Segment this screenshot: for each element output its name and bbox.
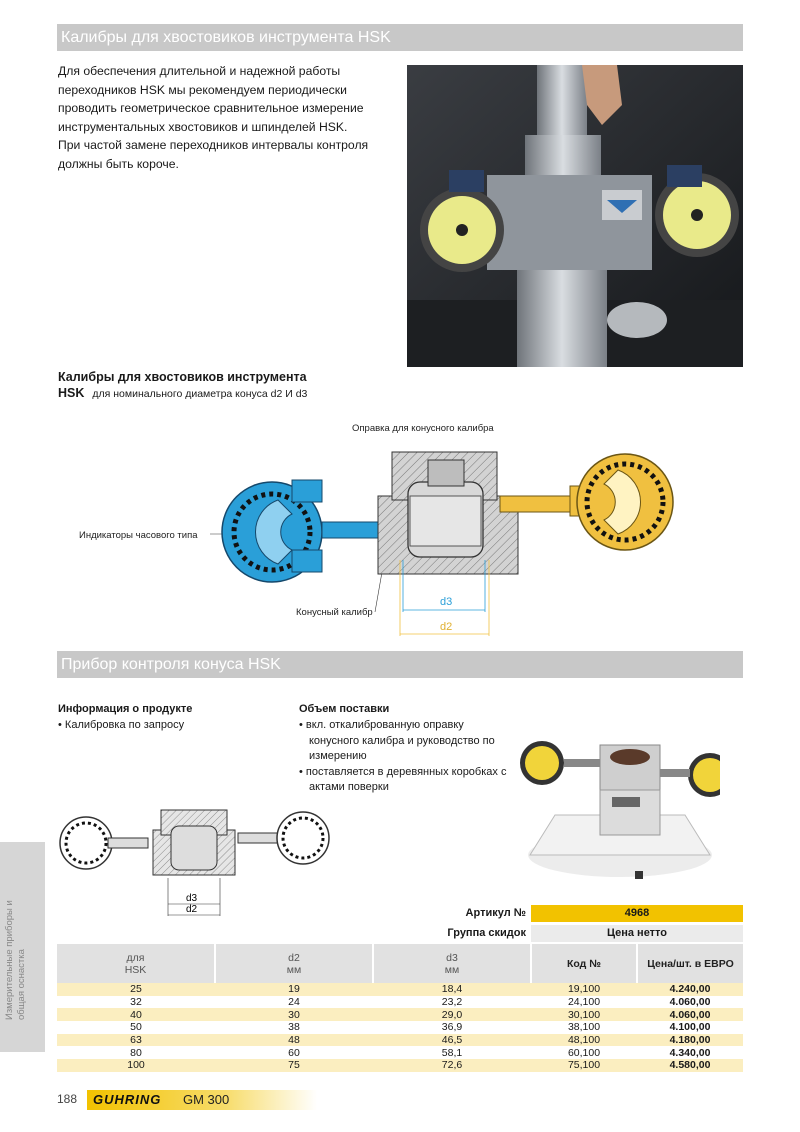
label-indicators: Индикаторы часового типа bbox=[79, 530, 198, 541]
d3-dimension-label: d3 bbox=[440, 596, 453, 608]
cell-d3: 46,5 bbox=[373, 1034, 531, 1047]
cell-d3: 29,0 bbox=[373, 1008, 531, 1021]
left-dial-indicator bbox=[222, 480, 402, 582]
cell-price: 4.060,00 bbox=[637, 1008, 743, 1021]
page-footer bbox=[57, 1090, 287, 1110]
cell-hsk: 32 bbox=[57, 996, 215, 1009]
gauge-cross-section-diagram bbox=[200, 440, 680, 645]
cell-d2: 24 bbox=[215, 996, 373, 1009]
table-row bbox=[57, 983, 743, 996]
table-row bbox=[57, 1008, 743, 1021]
cell-hsk: 100 bbox=[57, 1059, 215, 1072]
cell-code: 38,100 bbox=[531, 1021, 637, 1034]
cell-hsk: 40 bbox=[57, 1008, 215, 1021]
label-cone-gauge: Конусный калибр bbox=[296, 607, 373, 618]
cell-code: 75,100 bbox=[531, 1059, 637, 1072]
checker-cross-section-diagram bbox=[58, 808, 338, 923]
col-header-price: Цена/шт. в ЕВРО bbox=[637, 944, 743, 983]
col-header-d2: d2 мм bbox=[215, 944, 373, 983]
gauge-photo bbox=[407, 65, 743, 367]
cell-price: 4.340,00 bbox=[637, 1046, 743, 1059]
table-row bbox=[57, 1021, 743, 1034]
table-row bbox=[57, 996, 743, 1009]
intro-line: Для обеспечения длительной и надежной работы bbox=[58, 64, 341, 78]
cell-price: 4.580,00 bbox=[637, 1059, 743, 1072]
cell-hsk: 80 bbox=[57, 1046, 215, 1059]
cell-code: 24,100 bbox=[531, 996, 637, 1009]
intro-line: должны быть короче. bbox=[58, 156, 179, 171]
article-number: 4968 bbox=[531, 905, 743, 922]
cell-hsk: 25 bbox=[57, 983, 215, 996]
spec-table bbox=[57, 944, 743, 1072]
cell-code: 30,100 bbox=[531, 1008, 637, 1021]
table-row bbox=[57, 1059, 743, 1072]
intro-paragraph bbox=[58, 62, 388, 173]
right-dial-indicator bbox=[500, 454, 673, 550]
intro-line: проводить геометрическое сравнительное измерение bbox=[58, 101, 364, 115]
d2-dimension-label: d2 bbox=[440, 621, 453, 633]
intro-line: переходников HSK мы рекомендуем периодически bbox=[58, 82, 347, 97]
small-d3-label: d3 bbox=[186, 893, 198, 904]
cell-d2: 60 bbox=[215, 1046, 373, 1059]
cell-d3: 58,1 bbox=[373, 1046, 531, 1059]
col-header-hsk: для HSK bbox=[57, 944, 215, 983]
list-item: • вкл. откалиброванную оправку конусного калибра и руководство по измерению bbox=[299, 719, 495, 762]
cell-d3: 18,4 bbox=[373, 983, 531, 996]
subtitle-note: для номинального диаметра конуса d2 И d3 bbox=[92, 388, 308, 400]
table-header-row bbox=[57, 944, 743, 983]
cell-code: 60,100 bbox=[531, 1046, 637, 1059]
small-d2-label: d2 bbox=[186, 904, 198, 915]
table-row bbox=[57, 1046, 743, 1059]
cell-d3: 72,6 bbox=[373, 1059, 531, 1072]
section-title-gauges: Калибры для хвостовиков инструмента HSK bbox=[57, 24, 743, 51]
cell-code: 48,100 bbox=[531, 1034, 637, 1047]
cell-code: 19,100 bbox=[531, 983, 637, 996]
delivery-heading: Объем поставки bbox=[299, 703, 390, 715]
gauges-subtitle bbox=[58, 369, 307, 402]
cell-d2: 30 bbox=[215, 1008, 373, 1021]
page-number: 188 bbox=[57, 1092, 78, 1106]
cell-price: 4.060,00 bbox=[637, 996, 743, 1009]
intro-line: При частой замене переходников интервалы контроля bbox=[58, 138, 369, 152]
subtitle-line1: Калибры для хвостовиков инструмента bbox=[58, 370, 307, 384]
discount-value: Цена нетто bbox=[531, 925, 743, 942]
cell-d2: 48 bbox=[215, 1034, 373, 1047]
list-item: • Калибровка по запросу bbox=[58, 719, 185, 731]
intro-line: инструментальных хвостовиков и шпинделей HSK. bbox=[58, 119, 348, 134]
article-label: Артикул № bbox=[465, 907, 526, 919]
cell-hsk: 63 bbox=[57, 1034, 215, 1047]
product-info-heading: Информация о продукте bbox=[58, 703, 193, 715]
product-info-list bbox=[58, 718, 278, 734]
col-header-code: Код № bbox=[531, 944, 637, 983]
cell-price: 4.180,00 bbox=[637, 1034, 743, 1047]
cell-d2: 75 bbox=[215, 1059, 373, 1072]
list-item: • поставляется в деревянных коробках с актами поверки bbox=[299, 765, 507, 793]
cell-price: 4.100,00 bbox=[637, 1021, 743, 1034]
delivery-list bbox=[299, 718, 514, 796]
discount-label: Группа скидок bbox=[447, 927, 526, 939]
table-row bbox=[57, 1034, 743, 1047]
col-header-d3: d3 мм bbox=[373, 944, 531, 983]
cell-hsk: 50 bbox=[57, 1021, 215, 1034]
cell-d3: 36,9 bbox=[373, 1021, 531, 1034]
section-title-checker: Прибор контроля конуса HSK bbox=[57, 651, 743, 678]
cell-d2: 19 bbox=[215, 983, 373, 996]
cell-d2: 38 bbox=[215, 1021, 373, 1034]
side-category-text: Измерительные приборы и общая оснастка bbox=[4, 900, 27, 1020]
checker-device-photo bbox=[520, 735, 720, 885]
label-mandrel: Оправка для конусного калибра bbox=[352, 423, 494, 434]
cone-gauge-body bbox=[378, 452, 518, 636]
brand-logo: GUHRING bbox=[93, 1092, 162, 1107]
catalog-name: GM 300 bbox=[183, 1092, 230, 1107]
cell-price: 4.240,00 bbox=[637, 983, 743, 996]
subtitle-line2: HSK bbox=[58, 386, 85, 400]
cell-d3: 23,2 bbox=[373, 996, 531, 1009]
